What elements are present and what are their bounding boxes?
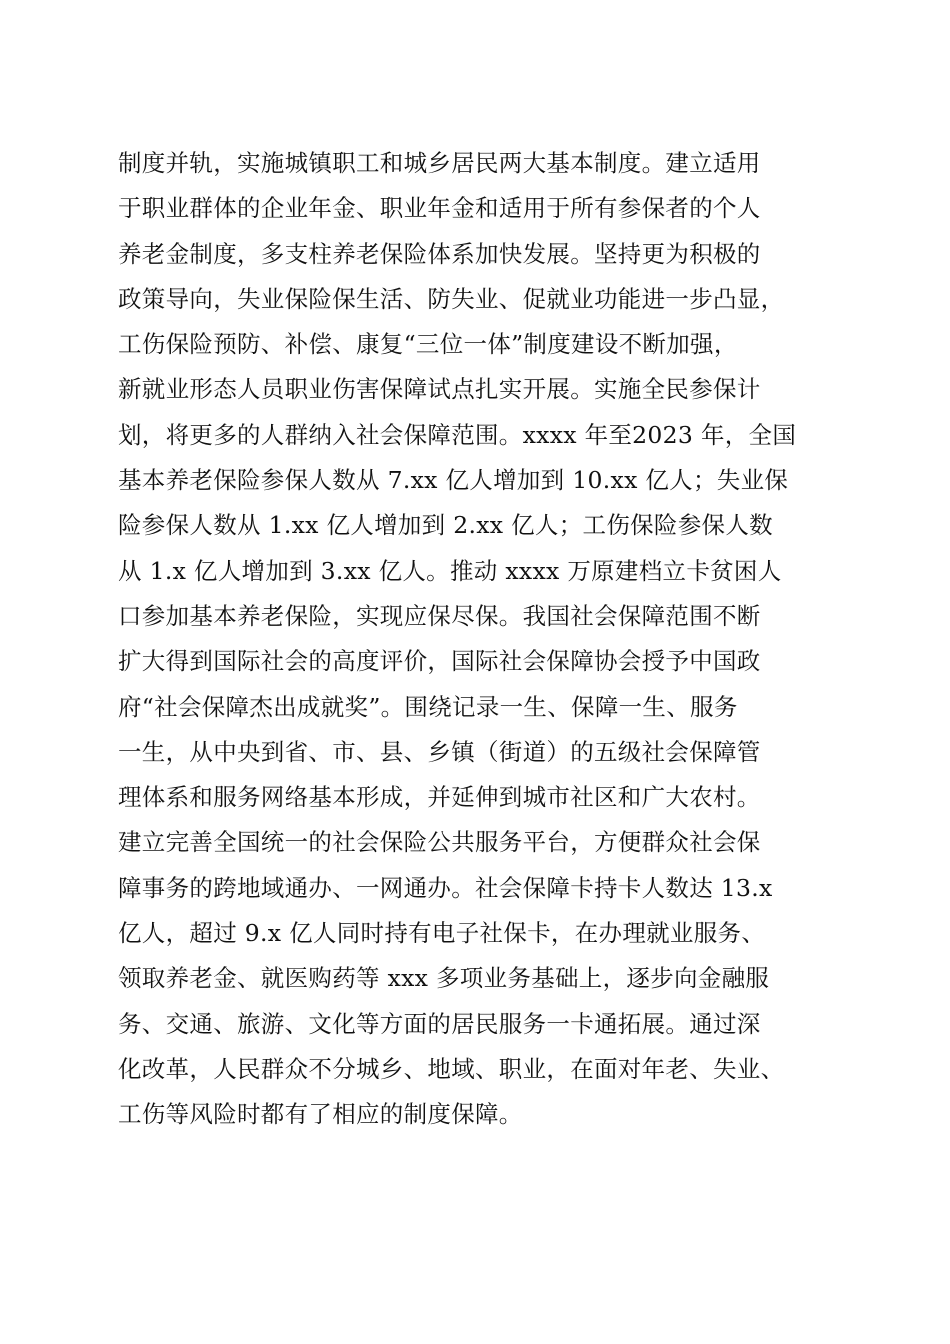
text-line: 新就业形态人员职业伤害保障试点扎实开展。实施全民参保计	[118, 375, 761, 404]
text-line: 制度并轨，实施城镇职工和城乡居民两大基本制度。建立适用	[118, 149, 761, 177]
text-line: 工伤等风险时都有了相应的制度保障。	[118, 1100, 523, 1129]
text-line: 领取养老金、就医购药等 xxx 多项业务基础上，逐步向金融服	[118, 964, 770, 993]
text-line: 建立完善全国统一的社会保险公共服务平台，方便群众社会保	[118, 828, 761, 857]
text-line: 口参加基本养老保险，实现应保尽保。我国社会保障范围不断	[118, 601, 761, 630]
text-line: 亿人，超过 9.x 亿人同时持有电子社保卡，在办理就业服务、	[118, 919, 766, 948]
text-line: 障事务的跨地域通办、一网通办。社会保障卡持卡人数达 13.x	[118, 873, 773, 902]
body-paragraph	[118, 141, 858, 1138]
text-line: 于职业群体的企业年金、职业年金和适用于所有参保者的个人	[118, 194, 761, 223]
text-line: 从 1.x 亿人增加到 3.xx 亿人。推动 xxxx 万原建档立卡贫困人	[118, 556, 782, 585]
text-line: 工伤保险预防、补偿、康复“三位一体”制度建设不断加强，	[118, 330, 738, 359]
text-line: 一生，从中央到省、市、县、乡镇（街道）的五级社会保障管	[118, 737, 761, 766]
text-line: 扩大得到国际社会的高度评价，国际社会保障协会授予中国政	[118, 647, 761, 676]
text-line: 务、交通、旅游、文化等方面的居民服务一卡通拓展。通过深	[118, 1009, 761, 1038]
text-line: 险参保人数从 1.xx 亿人增加到 2.xx 亿人；工伤保险参保人数	[118, 511, 773, 540]
text-line: 理体系和服务网络基本形成，并延伸到城市社区和广大农村。	[118, 783, 761, 812]
text-line: 府“社会保障杰出成就奖”。围绕记录一生、保障一生、服务	[118, 692, 738, 721]
text-line: 养老金制度，多支柱养老保险体系加快发展。坚持更为积极的	[118, 239, 761, 268]
text-line: 政策导向，失业保险保生活、防失业、促就业功能进一步凸显，	[118, 284, 785, 313]
text-line: 化改革，人民群众不分城乡、地域、职业，在面对年老、失业、	[118, 1054, 785, 1083]
text-line: 划，将更多的人群纳入社会保障范围。xxxx 年至2023 年，全国	[118, 420, 797, 449]
text-line: 基本养老保险参保人数从 7.xx 亿人增加到 10.xx 亿人；失业保	[118, 466, 789, 495]
